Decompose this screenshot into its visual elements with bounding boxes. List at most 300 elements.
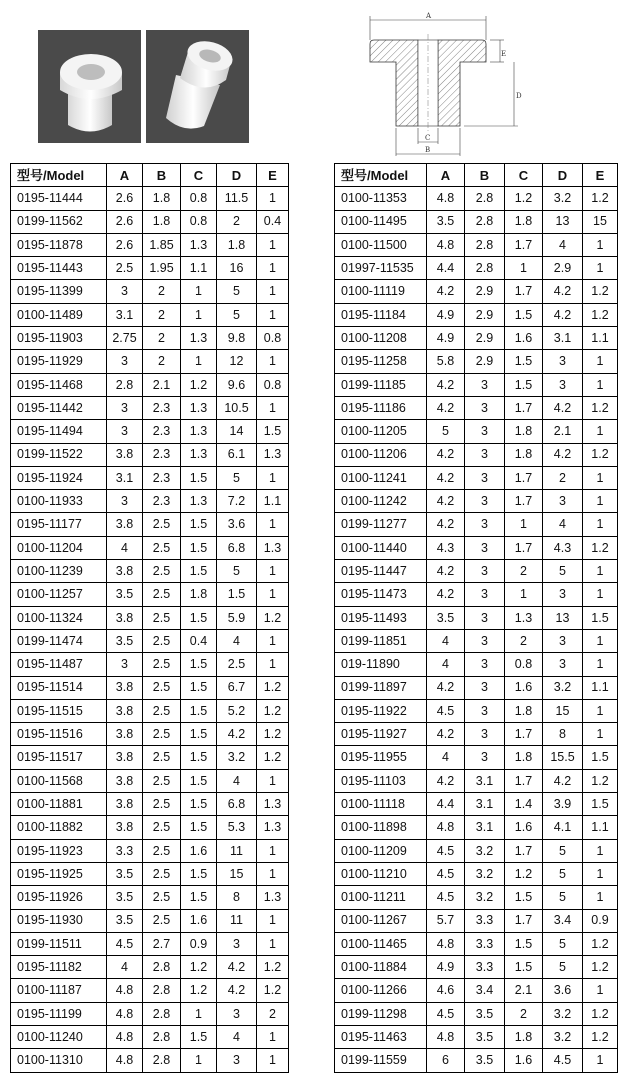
cell-a: 2.75	[107, 327, 143, 350]
cell-d: 4	[543, 513, 583, 536]
cell-d: 15	[543, 699, 583, 722]
cell-b: 2.5	[143, 629, 181, 652]
cell-model: 0195-11447	[335, 560, 427, 583]
cell-model: 0195-11473	[335, 583, 427, 606]
cell-b: 2.7	[143, 932, 181, 955]
cell-e: 1.2	[583, 443, 618, 466]
cell-b: 2	[143, 350, 181, 373]
cell-a: 4.2	[427, 373, 465, 396]
cell-e: 1	[257, 187, 289, 210]
table-row	[11, 536, 289, 559]
cell-c: 1.5	[505, 956, 543, 979]
cell-model: 0100-11898	[335, 816, 427, 839]
spec-table-left	[10, 163, 289, 1073]
product-photo-front	[38, 30, 141, 143]
cell-a: 3.5	[107, 886, 143, 909]
cell-b: 2.8	[465, 233, 505, 256]
cell-model: 0195-11926	[11, 886, 107, 909]
cell-c: 1.6	[505, 327, 543, 350]
cell-a: 4.8	[427, 233, 465, 256]
cell-c: 1.5	[181, 746, 217, 769]
table-row	[335, 280, 618, 303]
cell-a: 2.6	[107, 187, 143, 210]
table-row	[11, 793, 289, 816]
cell-e: 1.2	[257, 746, 289, 769]
cell-model: 0195-11930	[11, 909, 107, 932]
cell-e: 0.8	[257, 373, 289, 396]
cell-d: 4	[217, 1025, 257, 1048]
cell-d: 3.1	[543, 327, 583, 350]
cell-e: 1.5	[583, 746, 618, 769]
cell-d: 3	[217, 1002, 257, 1025]
table-row	[11, 979, 289, 1002]
cell-d: 2.5	[217, 653, 257, 676]
cell-a: 3.5	[107, 629, 143, 652]
cell-model: 0195-11925	[11, 862, 107, 885]
cell-model: 0100-11440	[335, 536, 427, 559]
cell-e: 1.2	[583, 1025, 618, 1048]
table-row	[11, 862, 289, 885]
cell-c: 0.9	[181, 932, 217, 955]
cell-d: 6.8	[217, 536, 257, 559]
cell-a: 3.8	[107, 606, 143, 629]
cell-e: 1	[257, 466, 289, 489]
table-header-row	[11, 164, 289, 187]
cell-a: 3.5	[107, 862, 143, 885]
cell-model: 0100-11267	[335, 909, 427, 932]
cell-b: 2.5	[143, 536, 181, 559]
cell-c: 1	[505, 257, 543, 280]
cell-c: 1.7	[505, 723, 543, 746]
cell-c: 1.1	[181, 257, 217, 280]
cell-b: 2.5	[143, 862, 181, 885]
cell-e: 1	[257, 1025, 289, 1048]
cell-c: 1.5	[181, 816, 217, 839]
cell-d: 5	[543, 862, 583, 885]
cell-c: 1.7	[505, 909, 543, 932]
cell-c: 1.3	[181, 327, 217, 350]
table-row	[335, 699, 618, 722]
cell-e: 1	[583, 886, 618, 909]
cell-c: 1.5	[181, 560, 217, 583]
ceramic-bushing-image	[146, 30, 249, 143]
table-row	[335, 909, 618, 932]
cell-c: 1.8	[505, 746, 543, 769]
cell-model: 0195-11923	[11, 839, 107, 862]
cell-a: 4.2	[427, 676, 465, 699]
cell-d: 6.8	[217, 793, 257, 816]
cell-a: 4.9	[427, 303, 465, 326]
cell-d: 16	[217, 257, 257, 280]
cell-a: 4.4	[427, 793, 465, 816]
table-row	[11, 886, 289, 909]
cell-e: 1	[257, 350, 289, 373]
table-row	[11, 839, 289, 862]
cell-c: 1.7	[505, 233, 543, 256]
cell-a: 4.2	[427, 723, 465, 746]
cell-e: 1.2	[583, 769, 618, 792]
cell-b: 2.5	[143, 653, 181, 676]
cell-d: 3.2	[543, 676, 583, 699]
cell-a: 4.9	[427, 956, 465, 979]
cell-c: 1.7	[505, 536, 543, 559]
cell-b: 2.8	[465, 210, 505, 233]
table-row	[335, 210, 618, 233]
cell-model: 0100-11257	[11, 583, 107, 606]
cell-b: 3	[465, 583, 505, 606]
cell-e: 1	[583, 583, 618, 606]
cell-d: 4.5	[543, 1049, 583, 1072]
cell-e: 1	[583, 629, 618, 652]
cell-e: 1	[583, 862, 618, 885]
table-row	[335, 420, 618, 443]
table-row	[335, 956, 618, 979]
table-row	[335, 560, 618, 583]
cell-d: 4.2	[217, 979, 257, 1002]
cell-e: 0.8	[257, 327, 289, 350]
cell-d: 5	[217, 303, 257, 326]
cell-d: 11	[217, 839, 257, 862]
cell-d: 13	[543, 210, 583, 233]
table-row	[11, 560, 289, 583]
cell-model: 0100-11205	[335, 420, 427, 443]
cell-d: 9.8	[217, 327, 257, 350]
cell-a: 3	[107, 396, 143, 419]
cell-e: 1.2	[583, 932, 618, 955]
cell-b: 2	[143, 280, 181, 303]
cell-model: 0199-11559	[335, 1049, 427, 1072]
cell-model: 0195-11878	[11, 233, 107, 256]
cell-c: 1	[181, 303, 217, 326]
cell-b: 2.3	[143, 420, 181, 443]
cell-b: 1.95	[143, 257, 181, 280]
cell-b: 3	[465, 723, 505, 746]
cell-c: 1.2	[181, 956, 217, 979]
table-row	[335, 793, 618, 816]
cell-a: 4	[427, 653, 465, 676]
cell-c: 1.8	[505, 420, 543, 443]
cell-a: 4	[107, 956, 143, 979]
cell-a: 4.8	[107, 979, 143, 1002]
table-row	[335, 396, 618, 419]
cell-b: 2.8	[143, 1049, 181, 1072]
table-row	[335, 862, 618, 885]
cell-model: 0100-11884	[335, 956, 427, 979]
cell-c: 1.5	[181, 723, 217, 746]
cell-e: 1	[583, 1049, 618, 1072]
cell-a: 4.4	[427, 257, 465, 280]
dim-label-d: D	[516, 92, 522, 100]
cell-b: 2.3	[143, 466, 181, 489]
cell-model: 0100-11310	[11, 1049, 107, 1072]
cell-d: 4.2	[543, 396, 583, 419]
cell-model: 0100-11241	[335, 466, 427, 489]
cell-e: 1	[257, 583, 289, 606]
cell-d: 7.2	[217, 490, 257, 513]
table-row	[11, 350, 289, 373]
cell-model: 0195-11924	[11, 466, 107, 489]
cell-e: 1	[583, 466, 618, 489]
cell-d: 3.2	[543, 1025, 583, 1048]
cell-a: 5	[427, 420, 465, 443]
cell-c: 1.8	[505, 1025, 543, 1048]
cell-b: 2.8	[465, 187, 505, 210]
cell-e: 2	[257, 1002, 289, 1025]
table-row	[335, 187, 618, 210]
cell-a: 4.5	[427, 1002, 465, 1025]
cell-e: 1	[257, 513, 289, 536]
cell-b: 2	[143, 303, 181, 326]
cell-model: 0195-11514	[11, 676, 107, 699]
cell-model: 0100-11118	[335, 793, 427, 816]
cell-b: 3	[465, 420, 505, 443]
cell-a: 5.8	[427, 350, 465, 373]
cell-b: 3	[465, 560, 505, 583]
cell-b: 2.5	[143, 746, 181, 769]
header-e: E	[257, 164, 289, 187]
cell-model: 0100-11204	[11, 536, 107, 559]
cell-a: 3.5	[427, 210, 465, 233]
cell-b: 3	[465, 373, 505, 396]
cell-c: 1	[505, 583, 543, 606]
cell-model: 0100-11489	[11, 303, 107, 326]
cell-b: 3.1	[465, 816, 505, 839]
cell-model: 0100-11266	[335, 979, 427, 1002]
cell-d: 3	[543, 653, 583, 676]
cell-model: 0100-11465	[335, 932, 427, 955]
cell-model: 0199-11185	[335, 373, 427, 396]
cell-a: 4.2	[427, 583, 465, 606]
cell-model: 0199-11522	[11, 443, 107, 466]
cell-b: 3.5	[465, 1025, 505, 1048]
table-row	[11, 723, 289, 746]
dim-label-a: A	[426, 12, 432, 20]
table-row	[11, 606, 289, 629]
cell-b: 3.1	[465, 793, 505, 816]
cell-c: 1.5	[181, 653, 217, 676]
cell-c: 1.5	[181, 1025, 217, 1048]
cell-b: 3.5	[465, 1002, 505, 1025]
cell-a: 5.7	[427, 909, 465, 932]
cell-e: 1.1	[257, 490, 289, 513]
cell-model: 0195-11399	[11, 280, 107, 303]
table-row	[335, 1002, 618, 1025]
cell-model: 0195-11443	[11, 257, 107, 280]
cell-b: 2	[143, 327, 181, 350]
cell-c: 1.2	[505, 862, 543, 885]
table-row	[335, 1049, 618, 1072]
cell-e: 15	[583, 210, 618, 233]
cell-a: 3.5	[427, 606, 465, 629]
cell-model: 0195-11199	[11, 1002, 107, 1025]
cell-a: 4.2	[427, 769, 465, 792]
cell-c: 1.3	[181, 490, 217, 513]
ceramic-bushing-image	[38, 30, 141, 143]
cell-e: 1.2	[583, 280, 618, 303]
cell-model: 0100-11240	[11, 1025, 107, 1048]
cell-a: 4.5	[427, 839, 465, 862]
table-row	[11, 210, 289, 233]
cell-b: 3	[465, 513, 505, 536]
cell-c: 1	[181, 280, 217, 303]
table-row	[11, 769, 289, 792]
cell-model: 0195-11184	[335, 303, 427, 326]
cell-model: 0100-11211	[335, 886, 427, 909]
table-row	[335, 536, 618, 559]
cell-a: 3	[107, 653, 143, 676]
cell-a: 4.2	[427, 443, 465, 466]
cell-model: 0195-11177	[11, 513, 107, 536]
cell-a: 3	[107, 280, 143, 303]
cell-d: 3.6	[217, 513, 257, 536]
header-e: E	[583, 164, 618, 187]
cell-a: 4.8	[427, 816, 465, 839]
cell-a: 3.3	[107, 839, 143, 862]
table-row	[335, 606, 618, 629]
table-row	[335, 443, 618, 466]
cell-c: 0.8	[505, 653, 543, 676]
cell-a: 4.2	[427, 280, 465, 303]
cell-b: 3.2	[465, 839, 505, 862]
cell-b: 3	[465, 396, 505, 419]
header-c: C	[181, 164, 217, 187]
cell-e: 1	[583, 350, 618, 373]
cell-d: 2.9	[543, 257, 583, 280]
cell-b: 2.5	[143, 560, 181, 583]
table-row	[11, 629, 289, 652]
cell-d: 4.1	[543, 816, 583, 839]
cell-d: 4.2	[217, 723, 257, 746]
cell-e: 1.2	[583, 1002, 618, 1025]
cell-e: 1.2	[257, 723, 289, 746]
cell-model: 0100-11324	[11, 606, 107, 629]
cell-d: 3	[543, 629, 583, 652]
cell-d: 5.3	[217, 816, 257, 839]
cell-model: 0199-11474	[11, 629, 107, 652]
cell-a: 4.8	[427, 932, 465, 955]
header-model: 型号/Model	[11, 164, 107, 187]
table-row	[11, 956, 289, 979]
cell-e: 1	[257, 396, 289, 419]
cell-c: 1.2	[505, 187, 543, 210]
cell-model: 0100-11353	[335, 187, 427, 210]
cell-b: 3.4	[465, 979, 505, 1002]
header-b: B	[143, 164, 181, 187]
table-row	[11, 909, 289, 932]
cell-b: 3	[465, 699, 505, 722]
cell-d: 2.1	[543, 420, 583, 443]
cell-d: 1.5	[217, 583, 257, 606]
cell-c: 1.7	[505, 396, 543, 419]
cell-e: 1	[583, 839, 618, 862]
table-row	[335, 979, 618, 1002]
cell-model: 0195-11517	[11, 746, 107, 769]
cell-a: 3.8	[107, 723, 143, 746]
cell-d: 4	[217, 769, 257, 792]
cell-d: 14	[217, 420, 257, 443]
cell-e: 1.2	[583, 303, 618, 326]
table-row	[11, 303, 289, 326]
cell-model: 0100-11187	[11, 979, 107, 1002]
cell-model: 0195-11463	[335, 1025, 427, 1048]
cell-a: 4.6	[427, 979, 465, 1002]
cell-model: 0195-11442	[11, 396, 107, 419]
cell-d: 3	[543, 373, 583, 396]
cell-a: 3.8	[107, 793, 143, 816]
cell-a: 4.8	[107, 1025, 143, 1048]
cell-d: 4.2	[217, 956, 257, 979]
cell-b: 2.3	[143, 443, 181, 466]
cell-model: 0199-11277	[335, 513, 427, 536]
cell-b: 3.2	[465, 886, 505, 909]
table-row	[11, 490, 289, 513]
cell-a: 4.5	[427, 886, 465, 909]
cell-e: 1.2	[257, 956, 289, 979]
cell-c: 2	[505, 560, 543, 583]
cell-d: 5.9	[217, 606, 257, 629]
cell-e: 1.1	[583, 327, 618, 350]
cell-a: 3	[107, 490, 143, 513]
cell-d: 3	[543, 350, 583, 373]
cell-a: 3.8	[107, 699, 143, 722]
cell-c: 1.3	[505, 606, 543, 629]
cell-e: 1	[583, 723, 618, 746]
cell-a: 4.8	[427, 1025, 465, 1048]
cell-c: 1.6	[181, 839, 217, 862]
cell-d: 11.5	[217, 187, 257, 210]
cell-d: 4.2	[543, 443, 583, 466]
cell-b: 3	[465, 606, 505, 629]
table-row	[335, 583, 618, 606]
cell-d: 5	[543, 956, 583, 979]
cell-d: 5	[217, 280, 257, 303]
table-row	[11, 513, 289, 536]
header-b: B	[465, 164, 505, 187]
cell-a: 3.8	[107, 560, 143, 583]
cell-model: 0199-11562	[11, 210, 107, 233]
table-row	[11, 257, 289, 280]
cell-e: 1	[257, 560, 289, 583]
cell-model: 0100-11933	[11, 490, 107, 513]
cell-c: 1.5	[181, 466, 217, 489]
cell-b: 3	[465, 466, 505, 489]
cell-b: 2.3	[143, 490, 181, 513]
header-a: A	[107, 164, 143, 187]
cell-d: 5.2	[217, 699, 257, 722]
cell-d: 5	[217, 466, 257, 489]
cell-a: 3.5	[107, 583, 143, 606]
cell-d: 8	[217, 886, 257, 909]
table-row	[335, 746, 618, 769]
cell-d: 3	[543, 583, 583, 606]
cell-model: 0100-11209	[335, 839, 427, 862]
cell-model: 0195-11103	[335, 769, 427, 792]
cell-a: 3.1	[107, 466, 143, 489]
cell-c: 1.5	[181, 699, 217, 722]
cell-model: 0195-11444	[11, 187, 107, 210]
cell-b: 3	[465, 629, 505, 652]
cell-a: 4.8	[427, 187, 465, 210]
cell-b: 2.8	[143, 956, 181, 979]
cell-model: 0199-11511	[11, 932, 107, 955]
cell-d: 3.6	[543, 979, 583, 1002]
cell-model: 0100-11495	[335, 210, 427, 233]
table-row	[11, 653, 289, 676]
header-c: C	[505, 164, 543, 187]
cell-model: 0195-11182	[11, 956, 107, 979]
cell-e: 1.2	[583, 956, 618, 979]
table-row	[11, 1002, 289, 1025]
